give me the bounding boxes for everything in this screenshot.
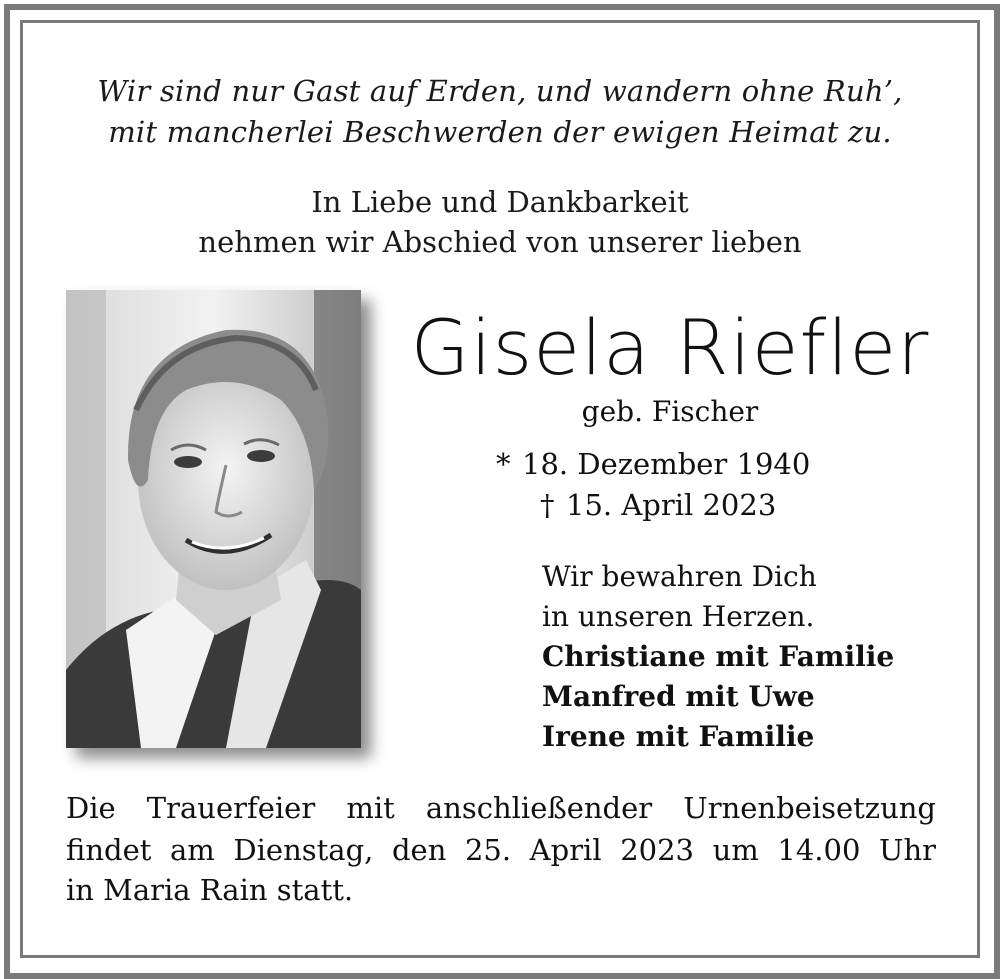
service-line-1: Die Trauerfeier mit anschließender Urnenbeisetzung	[66, 791, 936, 825]
service-line-3: in Maria Rain statt.	[66, 873, 354, 907]
birth-symbol: *	[496, 447, 511, 481]
family-member: Christiane mit Familie	[542, 640, 895, 673]
portrait-photo	[66, 290, 361, 748]
remembrance-line-1: Wir bewahren Dich	[542, 560, 817, 593]
intro-line-1: In Liebe und Dankbarkeit	[311, 185, 689, 219]
birth-name: geb. Fischer	[581, 395, 759, 428]
death-cross-symbol: †	[540, 488, 555, 522]
family-member: Irene mit Familie	[542, 720, 815, 753]
family-member: Manfred mit Uwe	[542, 680, 815, 713]
birth-date: 18. Dezember 1940	[522, 447, 811, 481]
birth-date-line	[496, 444, 810, 484]
portrait-illustration	[66, 290, 361, 748]
remembrance-line-2: in unseren Herzen.	[542, 600, 815, 633]
verse-line-1: Wir sind nur Gast auf Erden, und wandern ohne Ruh’,	[97, 74, 903, 108]
service-line-2: findet am Dienstag, den 25. April 2023 um 14.00 Uhr	[66, 833, 936, 867]
verse-line-2: mit mancherlei Beschwerden der ewigen Heimat zu.	[108, 115, 892, 149]
death-date-line	[540, 485, 776, 525]
deceased-name: Gisela Riefler	[410, 303, 930, 392]
death-date: 15. April 2023	[566, 488, 777, 522]
intro-line-2: nehmen wir Abschied von unserer lieben	[198, 225, 802, 259]
